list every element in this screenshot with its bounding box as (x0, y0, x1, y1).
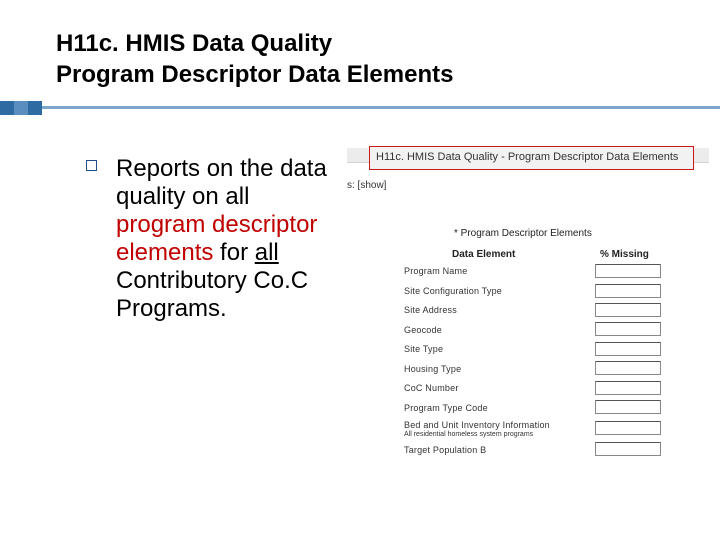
element-label: Program Type Code (404, 403, 488, 413)
missing-value-field (595, 322, 661, 336)
missing-value-field (595, 421, 661, 435)
column-header-element: Data Element (452, 249, 516, 260)
bullet-text-part3: Contributory Co.C Programs. (116, 267, 309, 322)
report-show-link[interactable]: s: [show] (347, 180, 387, 191)
bullet-text-part1: Reports on the data quality on all (116, 155, 327, 210)
missing-value-field (595, 381, 661, 395)
title-rule-tick (14, 101, 28, 115)
title-rule-accent (0, 101, 42, 115)
report-section-heading: * Program Descriptor Elements (454, 228, 592, 239)
element-label: Program Name (404, 266, 468, 276)
element-label: Target Population B (404, 445, 487, 455)
missing-value-field (595, 284, 661, 298)
element-label: Housing Type (404, 364, 462, 374)
square-bullet-icon (86, 160, 97, 171)
missing-value-field (595, 303, 661, 317)
slide-title-line1: H11c. HMIS Data Quality (56, 30, 333, 57)
bullet-text-part2: for (213, 239, 255, 266)
element-label: Geocode (404, 325, 442, 335)
element-label: Bed and Unit Inventory Information (404, 420, 550, 430)
missing-value-field (595, 264, 661, 278)
missing-value-field (595, 400, 661, 414)
title-rule-line (42, 106, 720, 109)
slide-title-line2: Program Descriptor Data Elements (56, 61, 454, 88)
element-label: Site Configuration Type (404, 286, 502, 296)
element-label: CoC Number (404, 383, 459, 393)
missing-value-field (595, 442, 661, 456)
slide-title (56, 28, 696, 90)
column-header-missing: % Missing (600, 249, 649, 260)
bullet-underlined-text: all (254, 239, 279, 266)
bullet-highlight-text: program descriptor elements (116, 211, 318, 266)
element-sublabel: All residential homeless system programs (404, 431, 534, 438)
report-title-callout: H11c. HMIS Data Quality - Program Descriptor Data Elements (369, 146, 694, 170)
bullet-text (116, 155, 331, 323)
missing-value-field (595, 342, 661, 356)
element-label: Site Type (404, 344, 444, 354)
element-label: Site Address (404, 305, 457, 315)
missing-value-field (595, 361, 661, 375)
